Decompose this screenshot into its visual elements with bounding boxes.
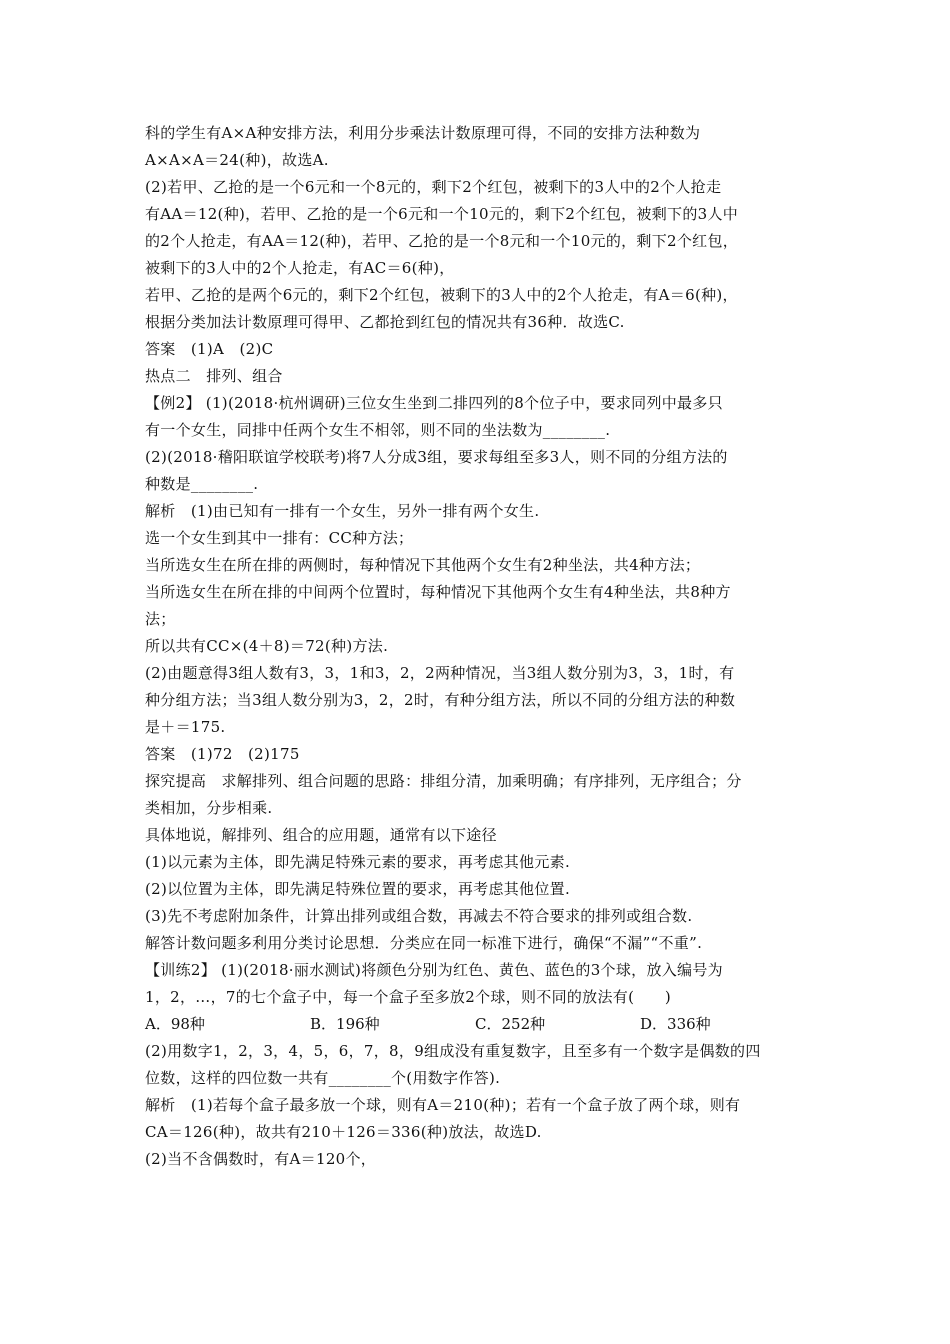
text-line: (1)以元素为主体，即先满足特殊元素的要求，再考虑其他元素. bbox=[145, 853, 571, 871]
text-line: 有一个女生，同排中任两个女生不相邻，则不同的坐法数为________. bbox=[145, 421, 611, 439]
text-line: 选一个女生到其中一排有：CC种方法； bbox=[145, 529, 414, 547]
text-line: 是＋＝175. bbox=[145, 718, 226, 736]
text-line: 被剩下的3人中的2个人抢走，有AC＝6(种)， bbox=[145, 259, 455, 277]
answer-options bbox=[145, 1011, 813, 1038]
text-line: (2)以位置为主体，即先满足特殊位置的要求，再考虑其他位置. bbox=[145, 880, 571, 898]
text-line: 的2个人抢走，有AA＝12(种)，若甲、乙抢的是一个8元和一个10元的，剩下2个红包， bbox=[145, 232, 739, 250]
text-line: 位数，这样的四位数一共有________个(用数字作答). bbox=[145, 1069, 501, 1087]
text-line: 所以共有CC×(4＋8)＝72(种)方法. bbox=[145, 637, 389, 655]
text-line: 1，2，…，7的七个盒子中，每一个盒子至多放2个球，则不同的放法有( ) bbox=[145, 988, 671, 1006]
option-b: B．196种 bbox=[310, 1015, 380, 1033]
text-line: 若甲、乙抢的是两个6元的，剩下2个红包，被剩下的3人中的2个人抢走，有A＝6(种)， bbox=[145, 286, 738, 304]
answer-line: 答案 (1)A (2)C bbox=[145, 340, 274, 358]
text-line: 解答计数问题多利用分类讨论思想．分类应在同一标准下进行，确保“不漏”“不重”. bbox=[145, 934, 703, 952]
text-line: 当所选女生在所在排的两侧时，每种情况下其他两个女生有2种坐法，共4种方法； bbox=[145, 556, 701, 574]
text-line: 有AA＝12(种)，若甲、乙抢的是一个6元和一个10元的，剩下2个红包，被剩下的3人中 bbox=[145, 205, 739, 223]
text-line: 科的学生有A×A种安排方法，利用分步乘法计数原理可得，不同的安排方法种数为 bbox=[145, 124, 701, 142]
insight-line: 探究提高 求解排列、组合问题的思路：排组分清，加乘明确；有序排列，无序组合；分 bbox=[145, 772, 742, 790]
option-c: C．252种 bbox=[475, 1015, 546, 1033]
text-line: 根据分类加法计数原理可得甲、乙都抢到红包的情况共有36种．故选C. bbox=[145, 313, 625, 331]
text-line: (2)(2018·稽阳联谊学校联考)将7人分成3组，要求每组至多3人，则不同的分组方法的 bbox=[145, 448, 728, 466]
document-page bbox=[145, 120, 813, 1173]
text-line: 法； bbox=[145, 610, 176, 628]
option-d: D．336种 bbox=[640, 1015, 711, 1033]
text-line: 种数是________. bbox=[145, 475, 259, 493]
exercise-line: 【训练2】 (1)(2018·丽水测试)将颜色分别为红色、黄色、蓝色的3个球，放入编号为 bbox=[145, 961, 723, 979]
text-line: (2)用数字1，2，3，4，5，6，7，8，9组成没有重复数字，且至多有一个数字是偶数的四 bbox=[145, 1042, 761, 1060]
analysis-line: 解析 (1)由已知有一排有一个女生，另外一排有两个女生. bbox=[145, 502, 540, 520]
text-line: A×A×A＝24(种)，故选A. bbox=[145, 151, 329, 169]
text-line: (2)当不含偶数时，有A＝120个， bbox=[145, 1150, 377, 1168]
text-line: (3)先不考虑附加条件，计算出排列或组合数，再减去不符合要求的排列或组合数. bbox=[145, 907, 693, 925]
text-line: 具体地说，解排列、组合的应用题，通常有以下途径 bbox=[145, 826, 497, 844]
option-a: A．98种 bbox=[145, 1015, 205, 1033]
section-heading: 热点二 排列、组合 bbox=[145, 367, 283, 385]
analysis-line: 解析 (1)若每个盒子最多放一个球，则有A＝210(种)；若有一个盒子放了两个球，则有 bbox=[145, 1096, 741, 1114]
text-line: (2)若甲、乙抢的是一个6元和一个8元的，剩下2个红包，被剩下的3人中的2个人抢走 bbox=[145, 178, 722, 196]
text-line: 类相加，分步相乘. bbox=[145, 799, 273, 817]
answer-line: 答案 (1)72 (2)175 bbox=[145, 745, 300, 763]
example-line: 【例2】 (1)(2018·杭州调研)三位女生坐到二排四列的8个位子中，要求同列中最多只 bbox=[145, 394, 723, 412]
text-line: 种分组方法；当3组人数分别为3，2，2时，有种分组方法，所以不同的分组方法的种数 bbox=[145, 691, 736, 709]
text-line: 当所选女生在所在排的中间两个位置时，每种情况下其他两个女生有4种坐法，共8种方 bbox=[145, 583, 731, 601]
text-line: CA＝126(种)，故共有210＋126＝336(种)放法，故选D. bbox=[145, 1123, 542, 1141]
text-line: (2)由题意得3组人数有3，3，1和3，2，2两种情况，当3组人数分别为3，3，1时，有 bbox=[145, 664, 735, 682]
